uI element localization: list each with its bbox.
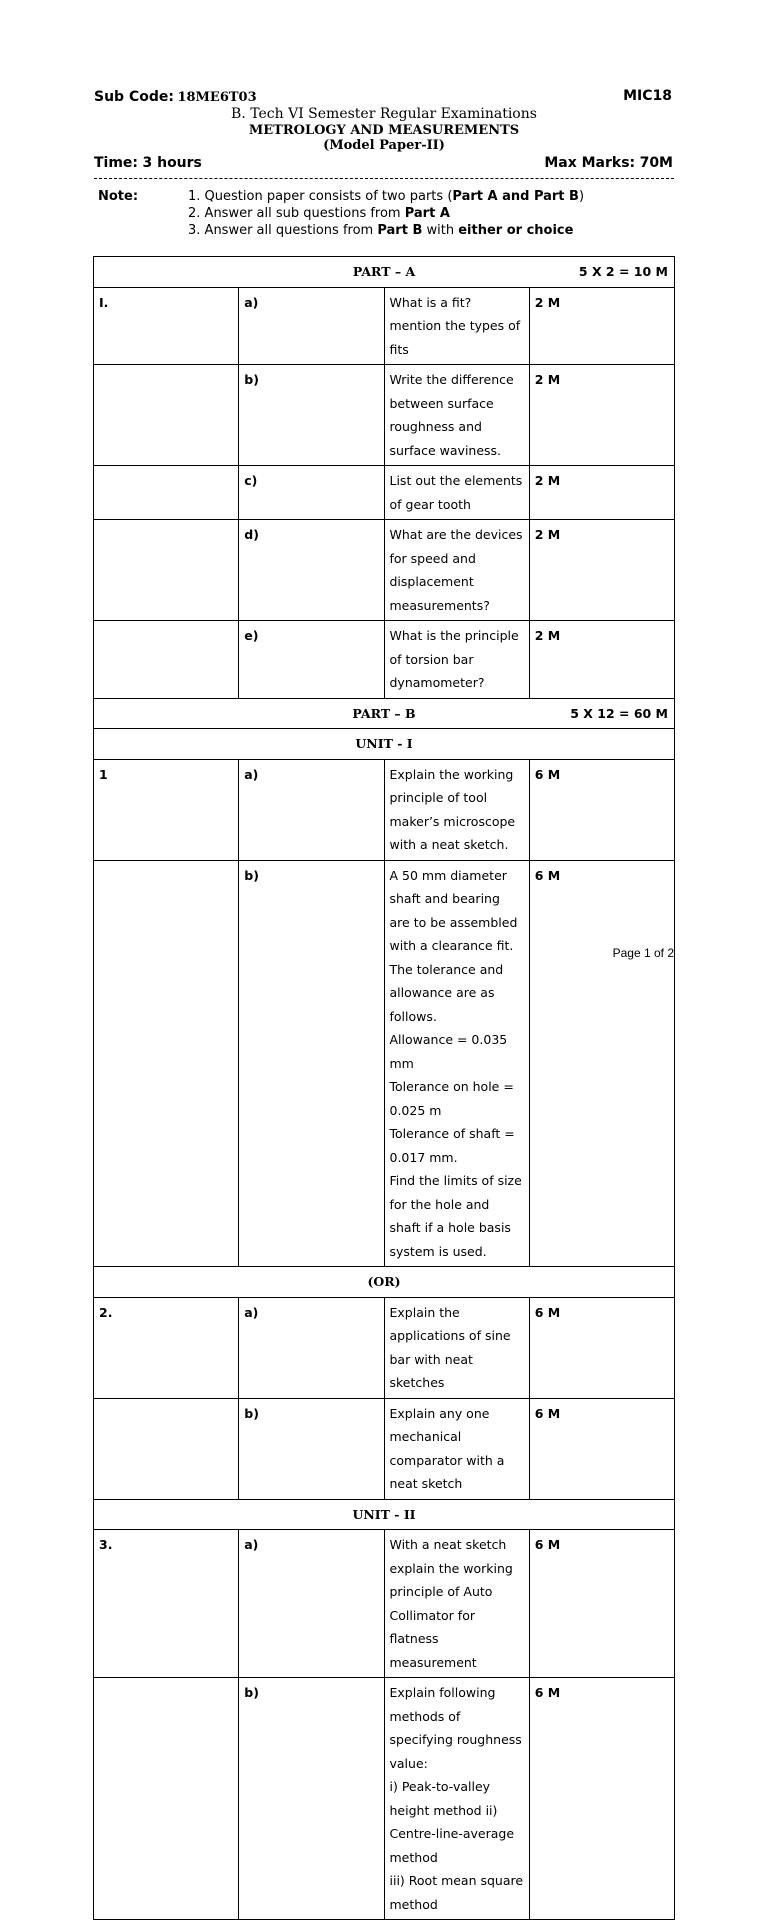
question-line: Allowance = 0.035 mm xyxy=(389,1032,508,1071)
part-b-marks: 5 X 12 = 60 M xyxy=(570,705,668,721)
question-marks: 6 M xyxy=(529,759,674,860)
page-number: Page 1 of 2 xyxy=(612,946,674,960)
note-item-1 xyxy=(188,189,584,204)
question-number xyxy=(94,365,239,466)
part-a-header-row xyxy=(94,257,675,288)
question-number: 2. xyxy=(94,1297,239,1398)
question-marks: 2 M xyxy=(529,287,674,365)
question-text: What is a fit? mention the types of fits xyxy=(384,287,529,365)
part-b-header xyxy=(94,698,675,729)
table-row xyxy=(94,466,675,520)
table-row xyxy=(94,621,675,699)
note-item-2 xyxy=(188,206,450,221)
question-number xyxy=(94,466,239,520)
question-line: A 50 mm diameter shaft and bearing are to be assembled with a clearance fit. The tolerance and allowance are as follows. xyxy=(389,867,518,1024)
part-b-title: PART – B xyxy=(352,705,416,721)
table-row xyxy=(94,1398,675,1499)
part-a-header xyxy=(94,257,675,288)
sub-code-value: 18ME6T03 xyxy=(177,90,257,105)
note-num: 2. xyxy=(188,206,201,221)
time-label: Time: xyxy=(94,155,139,171)
table-row xyxy=(94,860,675,1267)
question-number: 3. xyxy=(94,1530,239,1678)
sub-question-label: a) xyxy=(239,1297,384,1398)
question-text: What is the principle of torsion bar dynamometer? xyxy=(384,621,529,699)
note-text: Answer all sub questions from xyxy=(204,206,405,221)
question-text: List out the elements of gear tooth xyxy=(384,466,529,520)
note-text: Question paper consists of two parts ( xyxy=(204,189,453,204)
time-info xyxy=(94,155,202,171)
question-marks: 2 M xyxy=(529,466,674,520)
sub-question-label: a) xyxy=(239,287,384,365)
note-tail: ) xyxy=(578,189,585,204)
question-marks: 6 M xyxy=(529,860,674,1267)
divider-line xyxy=(94,178,674,179)
question-number xyxy=(94,1398,239,1499)
question-line: Tolerance of shaft = 0.017 mm. xyxy=(389,1126,515,1165)
or-row xyxy=(94,1267,675,1298)
question-line: Tolerance on hole = 0.025 m xyxy=(389,1079,514,1118)
question-marks: 6 M xyxy=(529,1678,674,1920)
note-bold: Part B xyxy=(377,223,423,238)
table-row xyxy=(94,1530,675,1678)
marks-value: 70M xyxy=(639,155,673,171)
paper-title: (Model Paper-II) xyxy=(323,138,445,153)
or-separator: (OR) xyxy=(94,1267,675,1298)
note-bold-2: either or choice xyxy=(458,223,574,238)
question-text: What are the devices for speed and displacement measurements? xyxy=(384,520,529,621)
sub-question-label: b) xyxy=(239,1678,384,1920)
question-marks: 2 M xyxy=(529,365,674,466)
time-value: 3 hours xyxy=(142,155,202,171)
table-row xyxy=(94,520,675,621)
question-marks: 6 M xyxy=(529,1530,674,1678)
note-label: Note: xyxy=(98,189,139,204)
note-bold: Part A and Part B xyxy=(452,189,579,204)
question-number: 1 xyxy=(94,759,239,860)
sub-question-label: b) xyxy=(239,365,384,466)
unit-row xyxy=(94,729,675,760)
sub-question-label: b) xyxy=(239,1398,384,1499)
question-line: Find the limits of size for the hole and shaft if a hole basis system is used. xyxy=(389,1173,522,1259)
question-marks: 6 M xyxy=(529,1398,674,1499)
sub-question-label: a) xyxy=(239,759,384,860)
question-text xyxy=(384,1678,529,1920)
table-row xyxy=(94,1678,675,1920)
marks-label: Max Marks: xyxy=(544,155,636,171)
question-text: Write the difference between surface roughness and surface waviness. xyxy=(384,365,529,466)
question-line: iii) Root mean square method xyxy=(389,1873,524,1912)
question-marks: 2 M xyxy=(529,621,674,699)
question-number xyxy=(94,621,239,699)
question-line: i) Peak-to-valley height method ii) Centre-line-average method xyxy=(389,1779,515,1865)
question-number xyxy=(94,1678,239,1920)
question-number xyxy=(94,520,239,621)
question-text: Explain any one mechanical comparator with a neat sketch xyxy=(384,1398,529,1499)
sub-question-label: b) xyxy=(239,860,384,1267)
question-text: Explain the working principle of tool maker’s microscope with a neat sketch. xyxy=(384,759,529,860)
part-a-title: PART – A xyxy=(352,264,416,279)
question-table xyxy=(93,256,675,1920)
table-row xyxy=(94,759,675,860)
sub-question-label: d) xyxy=(239,520,384,621)
question-text: With a neat sketch explain the working principle of Auto Collimator for flatness measurement xyxy=(384,1530,529,1678)
note-mid: with xyxy=(422,223,459,238)
note-num: 3. xyxy=(188,223,201,238)
unit-1-heading: UNIT - I xyxy=(94,729,675,760)
sub-code-label: Sub Code: xyxy=(94,89,174,105)
unit-2-heading: UNIT - II xyxy=(94,1499,675,1530)
max-marks xyxy=(544,155,673,171)
note-item-3 xyxy=(188,223,573,238)
question-number: I. xyxy=(94,287,239,365)
note-text: Answer all questions from xyxy=(204,223,378,238)
table-row xyxy=(94,287,675,365)
subject-title: METROLOGY AND MEASUREMENTS xyxy=(248,123,520,138)
question-text xyxy=(384,860,529,1267)
question-number xyxy=(94,860,239,1267)
question-text: Explain the applications of sine bar with neat sketches xyxy=(384,1297,529,1398)
table-row xyxy=(94,1297,675,1398)
paper-code: MIC18 xyxy=(623,88,672,104)
question-marks: 2 M xyxy=(529,520,674,621)
unit-row xyxy=(94,1499,675,1530)
subject-code xyxy=(94,89,257,106)
part-a-marks: 5 X 2 = 10 M xyxy=(578,264,668,279)
sub-question-label: a) xyxy=(239,1530,384,1678)
sub-question-label: c) xyxy=(239,466,384,520)
note-num: 1. xyxy=(188,189,201,204)
table-row xyxy=(94,365,675,466)
question-line: Explain following methods of specifying roughness value: xyxy=(389,1685,522,1771)
sub-question-label: e) xyxy=(239,621,384,699)
exam-title: B. Tech VI Semester Regular Examinations xyxy=(231,106,537,122)
question-marks: 6 M xyxy=(529,1297,674,1398)
part-b-header-row xyxy=(94,698,675,729)
note-bold: Part A xyxy=(404,206,450,221)
